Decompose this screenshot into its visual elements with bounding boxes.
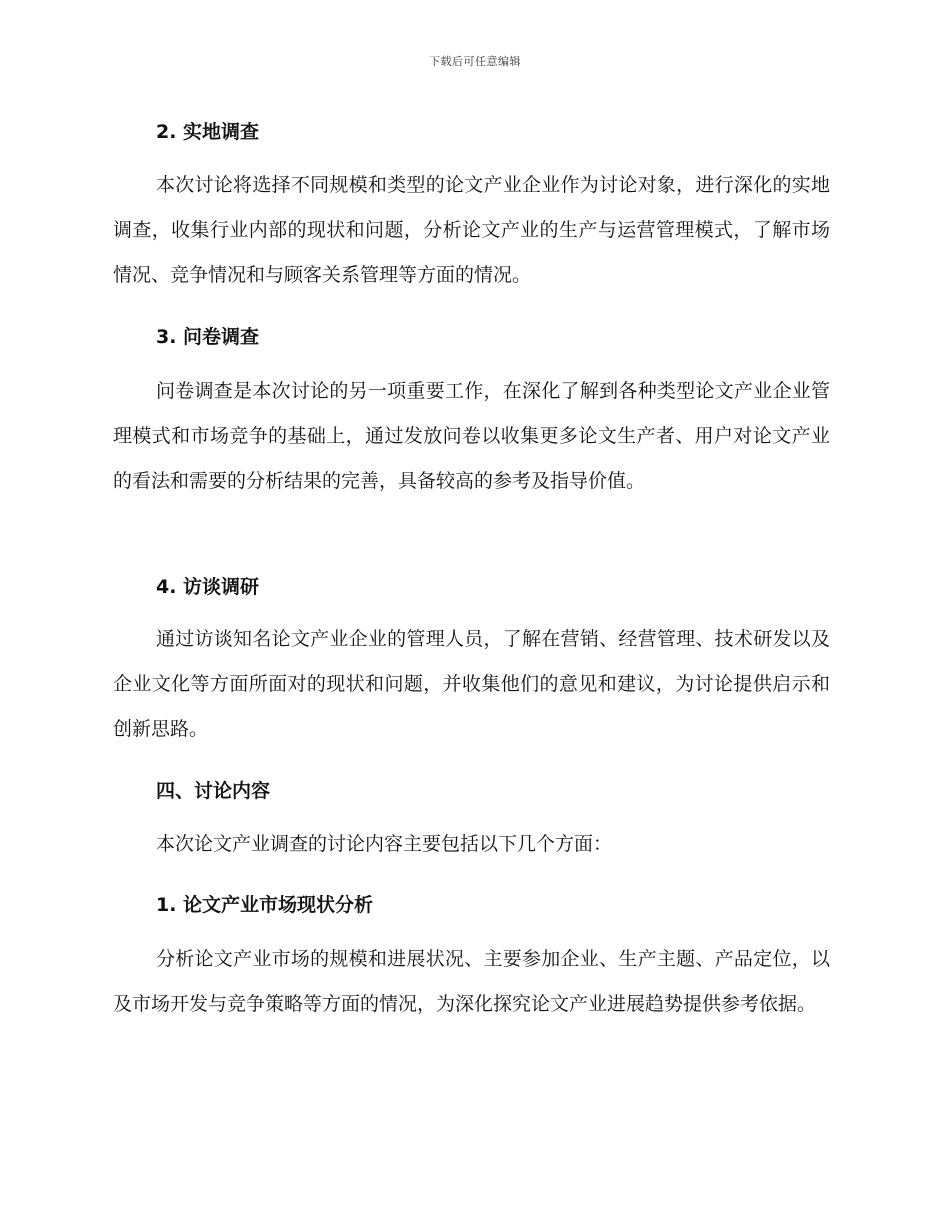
paragraph-questionnaire: 问卷调查是本次讨论的另一项重要工作，在深化了解到各种类型论文产业企业管理模式和市场竞争的基础上，通过发放问卷以收集更多论文生产者、用户对论文产业的看法和需要的分析结果的完善，具备较高的参考及指导价值。 [113,380,830,492]
paragraph-content-intro: 本次论文产业调查的讨论内容主要包括以下几个方面： [156,833,613,855]
section-heading-questionnaire: 3. 问卷调查 [156,326,260,348]
paragraph-market: 分析论文产业市场的规模和进展状况、主要参加企业、生产主题、产品定位，以及市场开发与竞争策略等方面的情况，为深化探究论文产业进展趋势提供参考依据。 [113,948,830,1015]
section-heading-interview: 4. 访谈调研 [156,576,260,598]
paragraph-interview: 通过访谈知名论文产业企业的管理人员，了解在营销、经营管理、技术研发以及企业文化等方面所面对的现状和问题，并收集他们的意见和建议，为讨论提供启示和创新思路。 [113,628,830,740]
section-heading-market: 1. 论文产业市场现状分析 [156,894,374,916]
page-header: 下载后可任意编辑 [429,55,521,68]
chapter-heading-content: 四、讨论内容 [156,780,271,802]
paragraph-field-survey: 本次讨论将选择不同规模和类型的论文产业企业作为讨论对象，进行深化的实地调查，收集行业内部的现状和问题，分析论文产业的生产与运营管理模式，了解市场情况、竞争情况和与顾客关系管理等方面的情况。 [113,174,830,286]
section-heading-field-survey: 2. 实地调查 [156,121,260,143]
